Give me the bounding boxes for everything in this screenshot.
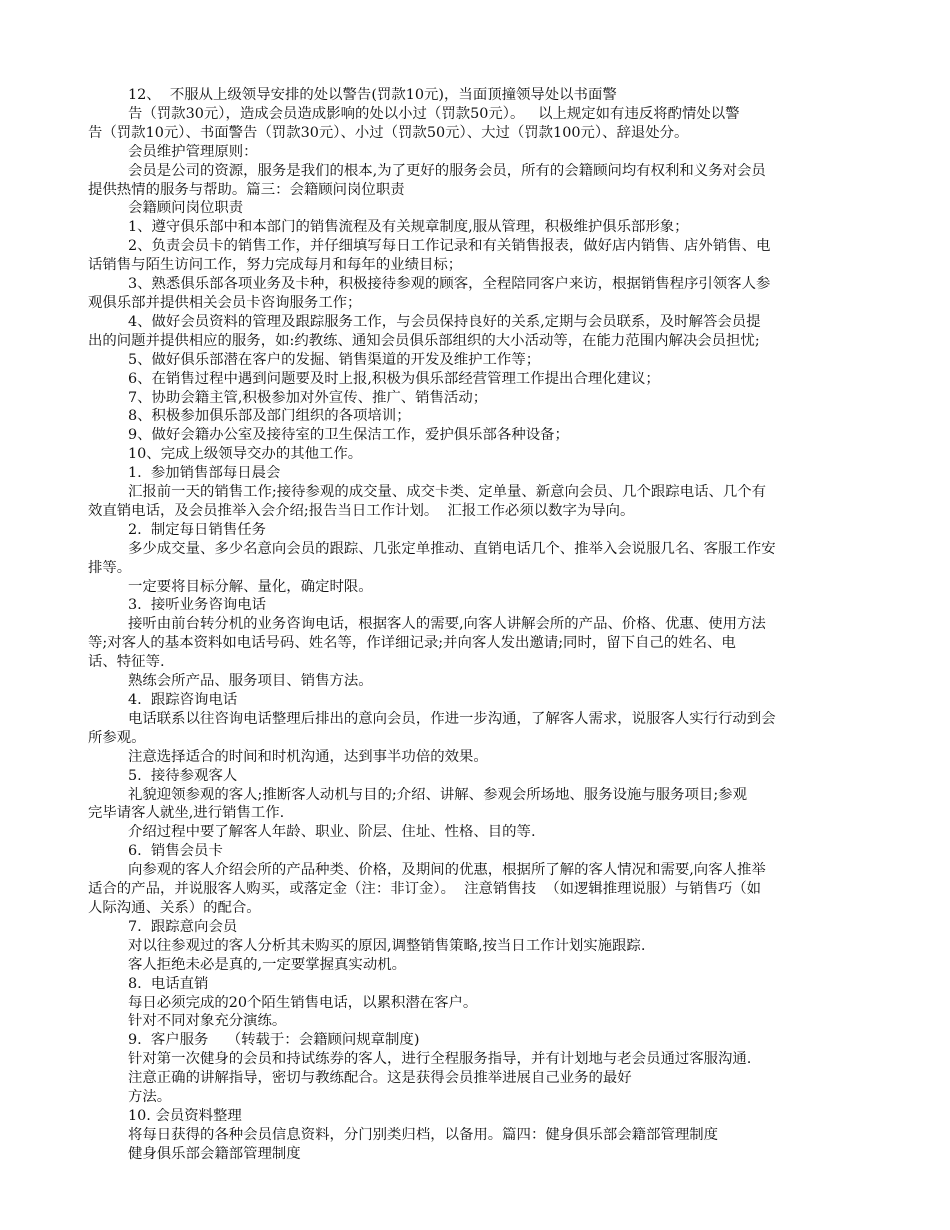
text-line: 告（罚款10元）、书面警告（罚款30元）、小过（罚款50元）、大过（罚款100元）、辞退处分。: [88, 124, 689, 141]
text-line: 6、在销售过程中遇到问题要及时上报,积极为俱乐部经营管理工作提出合理化建议；: [128, 370, 660, 387]
text-line: 针对第一次健身的会员和持试练券的客人，进行全程服务指导，并有计划地与老会员通过客服沟通.: [128, 1051, 752, 1068]
text-line: 会员是公司的资源，服务是我们的根本,为了更好的服务会员，所有的会籍顾问均有权利和义务对会员: [128, 162, 766, 179]
text-line: 12、 不服从上级领导安排的处以警告(罚款10元)，当面顶撞领导处以书面警: [128, 87, 617, 103]
text-line: 观俱乐部并提供相关会员卡咨询服务工作；: [88, 294, 362, 311]
text-line: 一定要将目标分解、量化，确定时限。: [128, 578, 373, 595]
text-line: 介绍过程中要了解客人年龄、职业、阶层、住址、性格、目的等.: [128, 824, 536, 841]
text-line: 完毕请客人就坐,进行销售工作.: [88, 805, 285, 822]
text-line: 7. 跟踪意向会员: [128, 918, 238, 935]
text-line: 电话联系以往咨询电话整理后排出的意向会员，作进一步沟通，了解客人需求，说服客人实行行动到会: [128, 710, 776, 727]
text-line: 方法。: [128, 1089, 172, 1106]
text-line: 接听由前台转分机的业务咨询电话，根据客人的需要,向客人讲解会所的产品、价格、优惠、使用方法: [128, 616, 766, 633]
text-line: 熟练会所产品、服务项目、销售方法。: [128, 673, 373, 690]
text-line: 注意正确的讲解指导，密切与教练配合。这是获得会员推举进展自己业务的最好: [128, 1070, 632, 1087]
text-line: 4. 跟踪咨询电话: [128, 692, 238, 708]
text-line: 出的问题并提供相应的服务，如:约教练、通知会员俱乐部组织的大小活动等，在能力范围内解决会员担忧;: [88, 332, 760, 349]
text-line: 效直销电话，及会员推举入会介绍;报告当日工作计划。 汇报工作必须以数字为导向。: [88, 502, 635, 519]
text-line: 客人拒绝未必是真的,一定要掌握真实动机。: [128, 956, 406, 973]
text-line: 告（罚款30元），造成会员造成影响的处以小过（罚款50元）。 以上规定如有违反将酌情处以警: [128, 105, 740, 122]
text-line: 所参观。: [88, 729, 146, 746]
text-line: 向参观的客人介绍会所的产品种类、价格，及期间的优惠，根据所了解的客人情况和需要,向客人推举: [128, 862, 766, 879]
text-line: 5. 接待参观客人: [128, 767, 238, 784]
text-line: 多少成交量、多少名意向会员的跟踪、几张定单推动、直销电话几个、推举入会说服几名、客服工作安: [128, 540, 776, 557]
text-line: 适合的产品，并说服客人购买，或落定金（注：非订金）。 注意销售技 （如逻辑推理说服）与销售巧（如: [88, 881, 762, 898]
text-line: 排等。: [88, 559, 132, 576]
text-line: 2. 制定每日销售任务: [128, 521, 267, 538]
text-line: 等;对客人的基本资料如电话号码、姓名等，作详细记录;并向客人发出邀请;同时，留下自己的姓名、电: [88, 635, 736, 652]
text-line: 话销售与陌生访问工作，努力完成每月和每年的业绩目标；: [88, 257, 463, 274]
text-line: 注意选择适合的时间和时机沟通，达到事半功倍的效果。: [128, 748, 488, 765]
text-line: 6. 销售会员卡: [128, 843, 223, 860]
text-line: 每日必须完成的20个陌生销售电话，以累积潜在客户。: [128, 994, 478, 1011]
text-line: 9. 客户服务 （转载于：会籍顾问规章制度): [128, 1032, 420, 1049]
text-line: 10. 会员资料整理: [128, 1107, 242, 1124]
text-line: 礼貌迎领参观的客人;推断客人动机与目的;介绍、讲解、参观会所场地、服务设施与服务项目;参观: [128, 786, 747, 803]
text-line: 2、负责会员卡的销售工作，并仔细填写每日工作记录和有关销售报表，做好店内销售、店外销售、电: [128, 238, 771, 255]
text-line: 8、积极参加俱乐部及部门组织的各项培训；: [128, 408, 411, 425]
text-line: 将每日获得的各种会员信息资料，分门别类归档，以备用。篇四：健身俱乐部会籍部管理制度: [128, 1126, 719, 1143]
text-line: 1、遵守俱乐部中和本部门的销售流程及有关规章制度,服从管理，积极维护俱乐部形象；: [128, 219, 689, 236]
text-line: 8. 电话直销: [128, 975, 209, 992]
text-line: 针对不同对象充分演练。: [128, 1013, 287, 1030]
text-line: 健身俱乐部会籍部管理制度: [128, 1145, 301, 1162]
text-line: 对以往参观过的客人分析其未购买的原因,调整销售策略,按当日工作计划实施跟踪.: [128, 937, 646, 954]
text-line: 会籍顾问岗位职责: [128, 200, 244, 217]
text-line: 汇报前一天的销售工作;接待参观的成交量、成交卡类、定单量、新意向会员、几个跟踪电话、几个有: [128, 484, 767, 501]
text-line: 3. 接听业务咨询电话: [128, 597, 267, 614]
text-line: 话、特征等.: [88, 654, 165, 671]
text-line: 7、协助会籍主管,积极参加对外宣传、推广、销售活动；: [128, 389, 488, 406]
text-line: 9、做好会籍办公室及接待室的卫生保洁工作，爱护俱乐部各种设备；: [128, 427, 569, 444]
document-body: [88, 86, 864, 1164]
text-line: 5、做好俱乐部潜在客户的发掘、销售渠道的开发及维护工作等；: [128, 351, 541, 368]
text-line: 4、做好会员资料的管理及跟踪服务工作，与会员保持良好的关系,定期与会员联系，及时解答会员提: [128, 313, 761, 330]
text-line: 3、熟悉俱乐部各项业务及卡种，积极接待参观的顾客，全程陪同客户来访，根据销售程序引领客人参: [128, 276, 771, 293]
text-line: 提供热情的服务与帮助。篇三：会籍顾问岗位职责: [88, 181, 405, 198]
text-line: 会员维护管理原则：: [128, 143, 258, 160]
text-line: 1. 参加销售部每日晨会: [128, 465, 281, 482]
text-line: 10、完成上级领导交办的其他工作。: [128, 446, 363, 463]
text-line: 人际沟通、关系）的配合。: [88, 899, 261, 916]
